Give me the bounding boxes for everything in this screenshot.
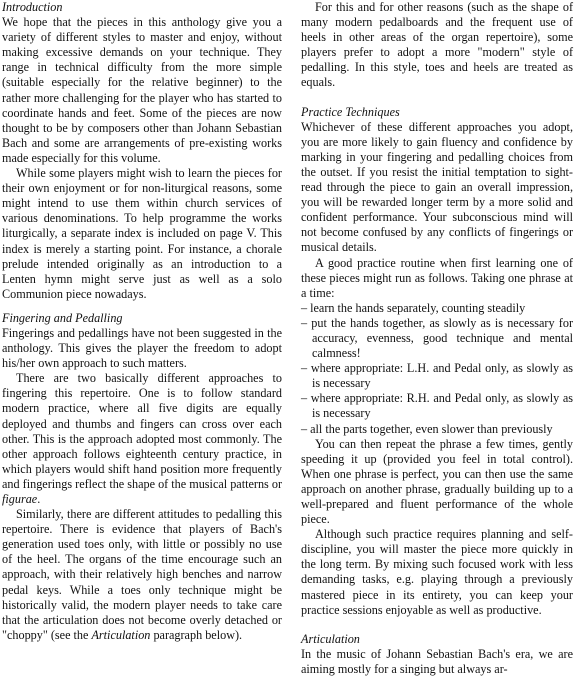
practice-paragraph-2: A good practice routine when first learning one of these pieces might run as follows. Taking one phrase at a time: [301,255,573,300]
pedalling-paragraph [2,507,282,643]
figurae-term: figurae [2,492,38,506]
left-column [2,0,282,643]
fingering-paragraph-2-end: . [37,492,41,506]
right-column [301,0,573,677]
practice-paragraph-3: You can then repeat the phrase a few times, gently speeding it up (provided you feel in total control). When one phrase is perfect, you can then use the same approach on another phrase, gradually building up to a well-prepared and fluent performance of the whole piece. [301,436,573,527]
articulation-heading: Articulation [301,631,360,646]
fingering-paragraph-2 [2,371,282,507]
pedalling-paragraph-text: Similarly, there are different attitudes to pedalling this repertoire. There is evidence that players of Bach's generation used toes only, with little or possibly no use of the heel. The organs of the time encourage such an approach, with their relatively high benches and narrow pedal keys. While a toes only technique might be historically valid, the modern player needs to take care that the articulation does not become overly detached or "choppy" (see the [2,507,282,642]
articulation-reference: Articulation [91,627,151,642]
practice-paragraph-1: Whichever of these different approaches you adopt, you are more likely to gain fluency and confidence by marking in your fingering and pedalling choices from the outset. If you resist the initial temptation to sight-read through the piece to gain an overall impression, you will be rewarded longer term by a more solid and confident performance. Your subconscious mind will not become confused by any conflicts of fingerings or musical details. [301,119,573,255]
fingering-paragraph-1: Fingerings and pedallings have not been suggested in the anthology. This gives the player the freedom to adopt his/her own approach to such matters. [2,325,282,371]
pedalling-paragraph-end: paragraph below). [153,627,243,642]
articulation-paragraph: In the music of Johann Sebastian Bach's era, we are aiming mostly for a singing but always ar- [301,646,573,676]
practice-paragraph-4: Although such practice requires planning and self-discipline, you will master the piece more quickly in the long term. By mixing such focused work with less demanding tasks, e.g. playing through a previously mastered piece in its entirety, you can keep your practice sessions enjoyable as well as productive. [301,527,573,617]
introduction-heading: Introduction [2,0,63,14]
practice-step: – learn the hands separately, counting steadily [301,300,526,315]
practice-steps-list [301,301,573,437]
fingering-paragraph-2-text: There are two basically different approaches to fingering this repertoire. One is to follow standard modern practice, where all five digits are equally deployed and thumbs and fingers can cross over each other. This is the approach adopted most commonly. The other approach follows eighteenth century practice, in which players would shift hand position more frequently and fingerings reflect the shape of the musical patterns or [2,371,282,491]
practice-step: – all the parts together, even slower than previously [301,421,553,436]
practice-heading: Practice Techniques [301,104,400,119]
introduction-paragraph-1: We hope that the pieces in this anthology give you a variety of different styles to master and enjoy, without making excessive demands on your technique. They range in technical difficulty from the more simple (suitable especially for the relative beginner) to the rather more challenging for the player who has started to coordinate hands and feet. Some of the pieces are now thought to be by composers other than Johann Sebastian Bach and some are arrangements of pre-existing works made especially for this volume. [2,15,282,165]
practice-step: – where appropriate: L.H. and Pedal only, as slowly as is necessary [301,361,573,391]
practice-step: – where appropriate: R.H. and Pedal only, as slowly as is necessary [301,391,573,421]
introduction-paragraph-2: While some players might wish to learn the pieces for their own enjoyment or for non-liturgical reasons, some might intend to use them within church services of various denominations. To help programme the works liturgically, a separate index is included on page V. This index is merely a starting point. For instance, a chorale prelude intended originally as an introduction to a Lenten hymn might serve just as well as a solo Communion piece nowadays. [2,166,282,301]
practice-step: – put the hands together, as slowly as is necessary for accuracy, evenness, good technique and mental calmness! [301,315,573,361]
pedalling-style-paragraph: For this and for other reasons (such as the shape of many modern pedalboards and the frequent use of heels in other areas of the organ repertoire), some players prefer to adopt a more "modern" style of pedalling. In this style, toes and heels are treated as equals. [301,0,573,90]
fingering-heading: Fingering and Pedalling [2,310,123,325]
